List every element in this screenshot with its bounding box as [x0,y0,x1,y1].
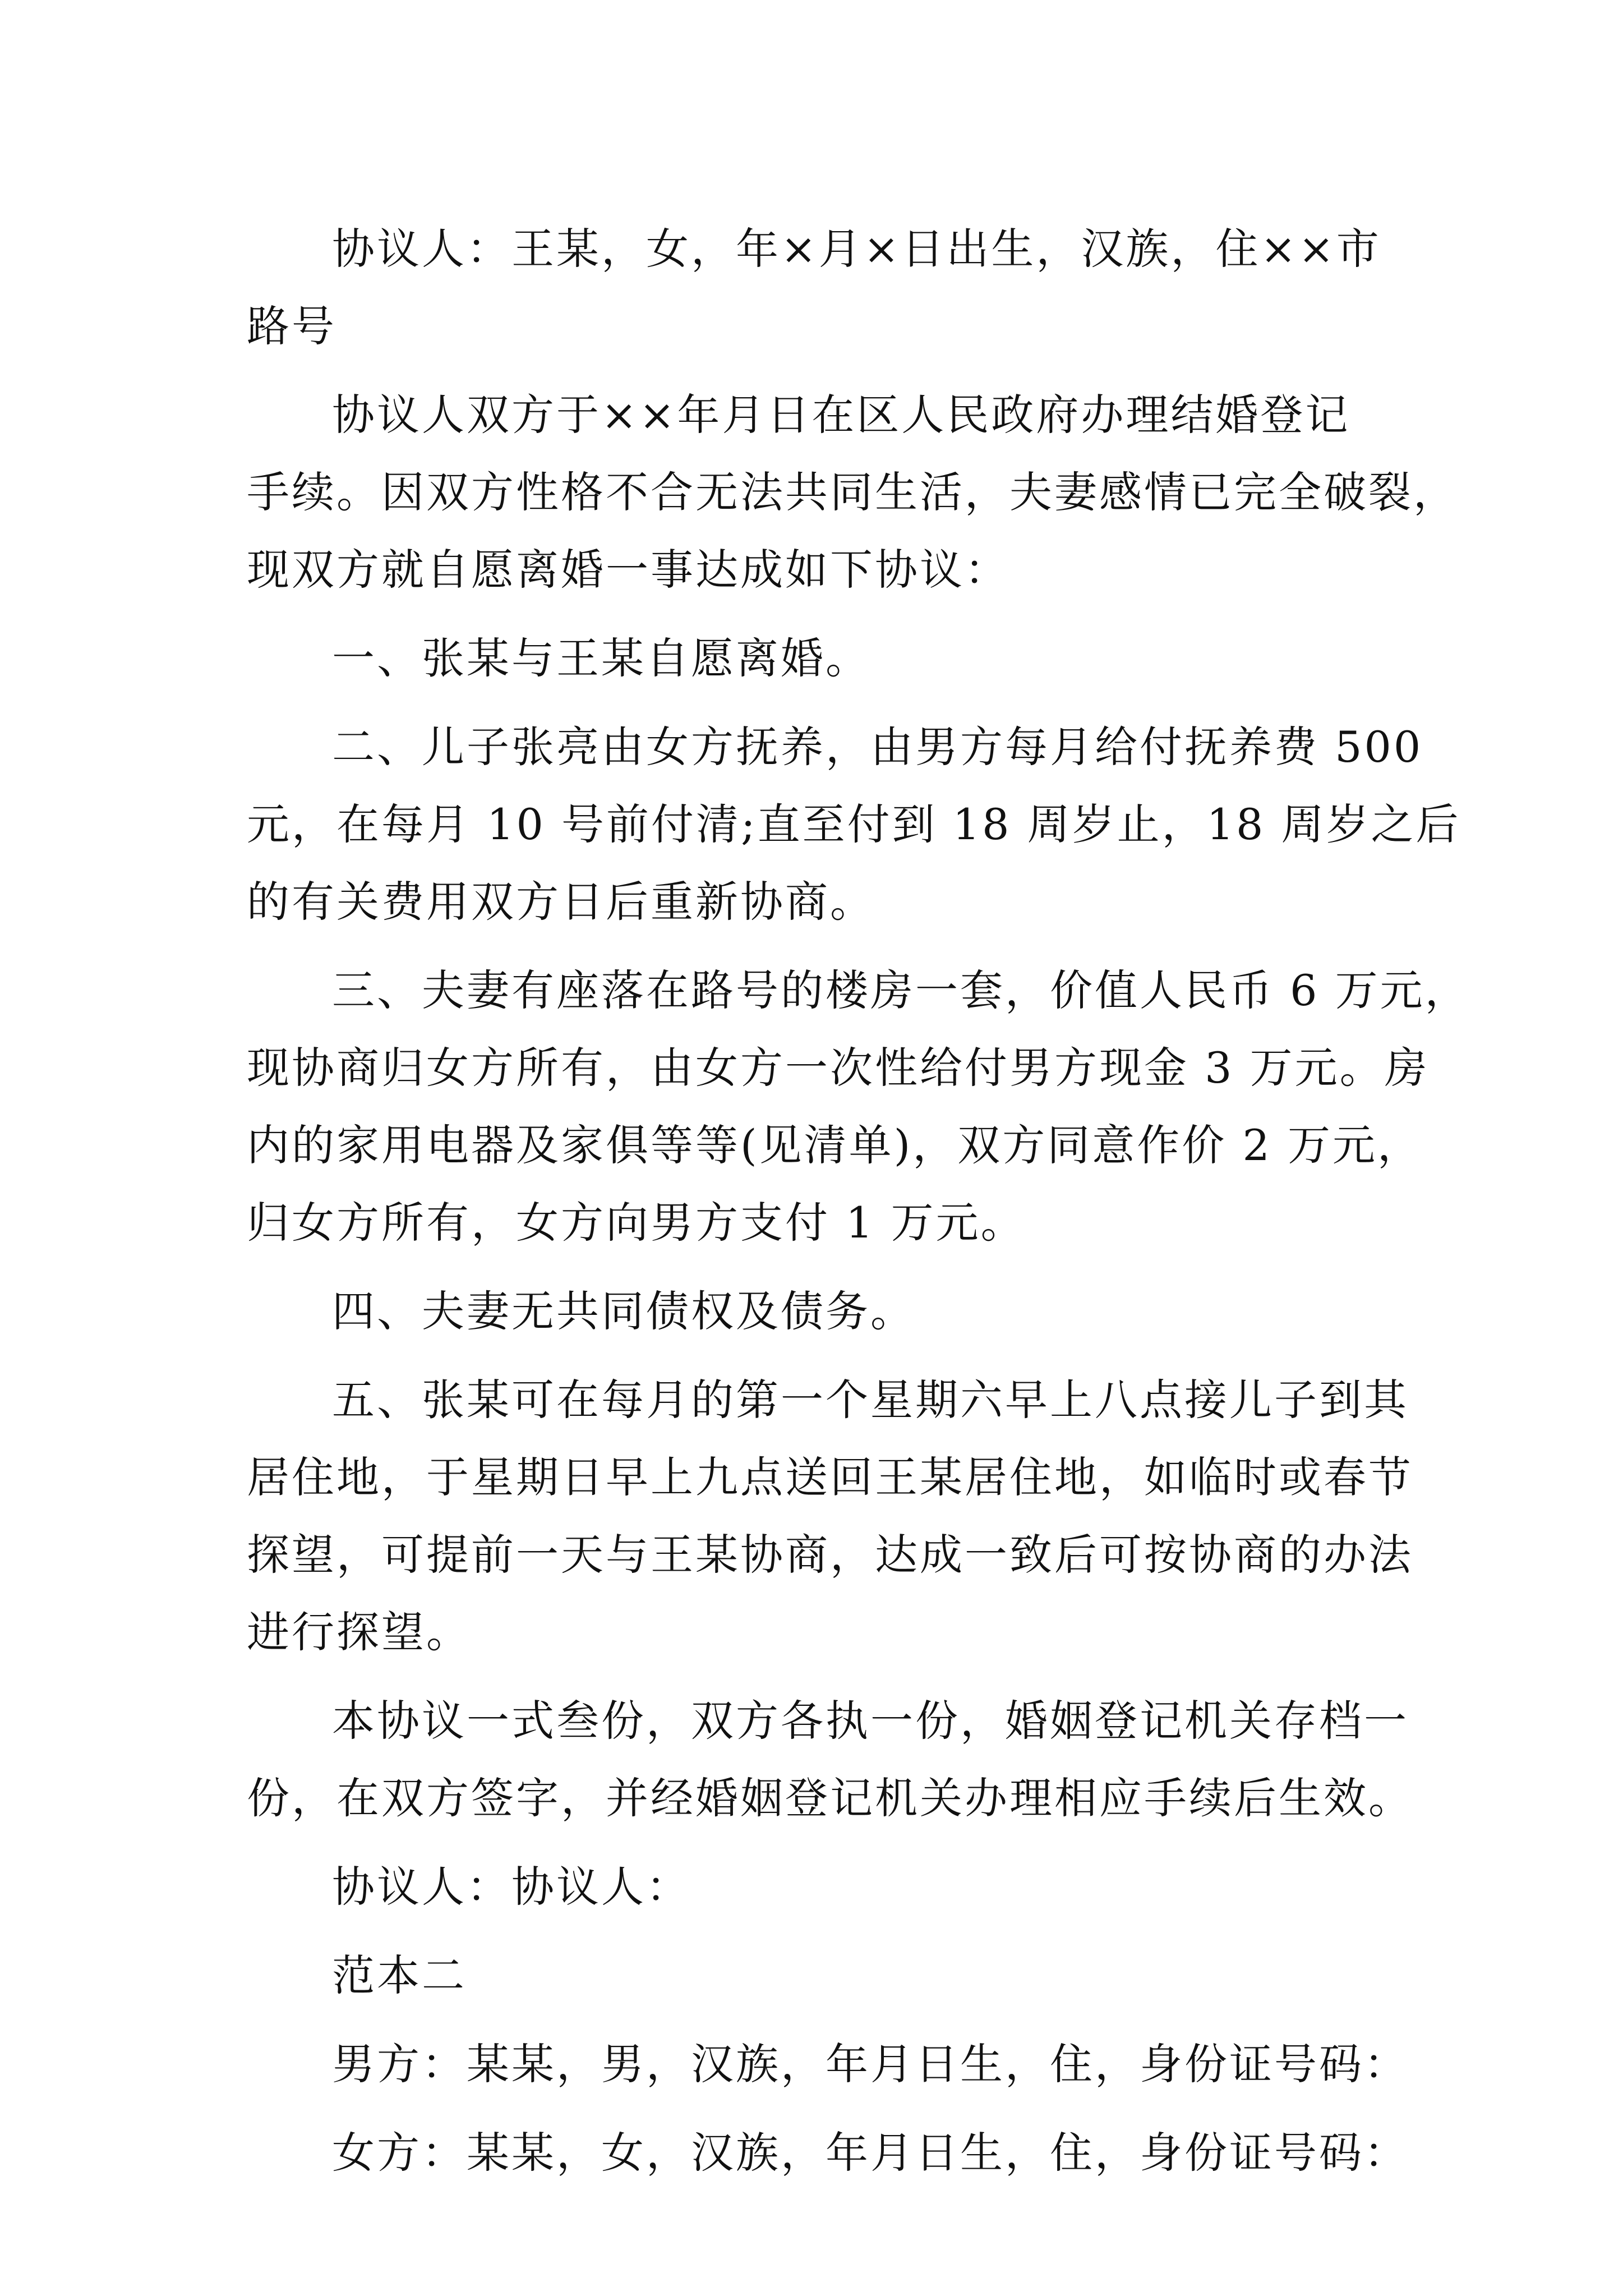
text-line: 的有关费用双方日后重新协商。 [247,877,875,927]
text-line: 五、张某可在每月的第一个星期六早上八点接儿子到其 [332,1375,1409,1425]
clause-2-paragraph [247,708,1461,941]
text-line: 居住地，于星期日早上九点送回王某居住地，如临时或春节 [247,1452,1413,1502]
text-line: 路号 [247,301,336,351]
text-line: 协议人双方于××年月日在区人民政府办理结婚登记 [332,390,1350,440]
preamble-paragraph [247,376,1458,609]
document-page [247,210,1470,2203]
clause-3-paragraph [247,952,1470,1262]
text-line: 四、夫妻无共同债权及债务。 [332,1286,915,1336]
party-female-paragraph [247,210,1402,365]
female-party-line: 女方：某某，女，汉族，年月日生，住，身份证号码： [332,2128,1409,2178]
text-line: 三、夫妻有座落在路号的楼房一套，价值人民币 6 万元， [332,965,1470,1015]
text-line: 探望，可提前一天与王某协商，达成一致后可按协商的办法 [247,1530,1413,1580]
text-line: 归女方所有，女方向男方支付 1 万元。 [247,1198,1026,1248]
text-line: 手续。因双方性格不合无法共同生活，夫妻感情已完全破裂， [247,467,1458,517]
clause-4-paragraph [247,1273,1402,1350]
text-line: 本协议一式叁份，双方各执一份，婚姻登记机关存档一 [332,1696,1409,1746]
text-line: 份，在双方签字，并经婚姻登记机关办理相应手续后生效。 [247,1773,1413,1823]
effectiveness-paragraph [247,1682,1413,1837]
clause-5-paragraph [247,1361,1413,1671]
template-2-heading: 范本二 [332,1950,467,2000]
signature-line: 协议人：协议人： [332,1862,691,1912]
text-line: 现协商归女方所有，由女方一次性给付男方现金 3 万元。房 [247,1043,1430,1093]
text-line: 内的家用电器及家俱等等(见清单)，双方同意作价 2 万元， [247,1120,1422,1170]
male-party-line: 男方：某某，男，汉族，年月日生，住，身份证号码： [332,2039,1409,2089]
text-line: 进行探望。 [247,1607,471,1657]
text-line: 元，在每月 10 号前付清;直至付到 18 周岁止，18 周岁之后 [247,799,1461,849]
text-line: 协议人：王某，女，年×月×日出生，汉族，住××市 [332,224,1381,274]
text-line: 一、张某与王某自愿离婚。 [332,633,870,683]
clause-1-paragraph [247,620,1402,697]
text-line: 二、儿子张亮由女方抚养，由男方每月给付抚养费 500 [332,722,1423,772]
text-line: 现双方就自愿离婚一事达成如下协议： [247,545,1009,595]
